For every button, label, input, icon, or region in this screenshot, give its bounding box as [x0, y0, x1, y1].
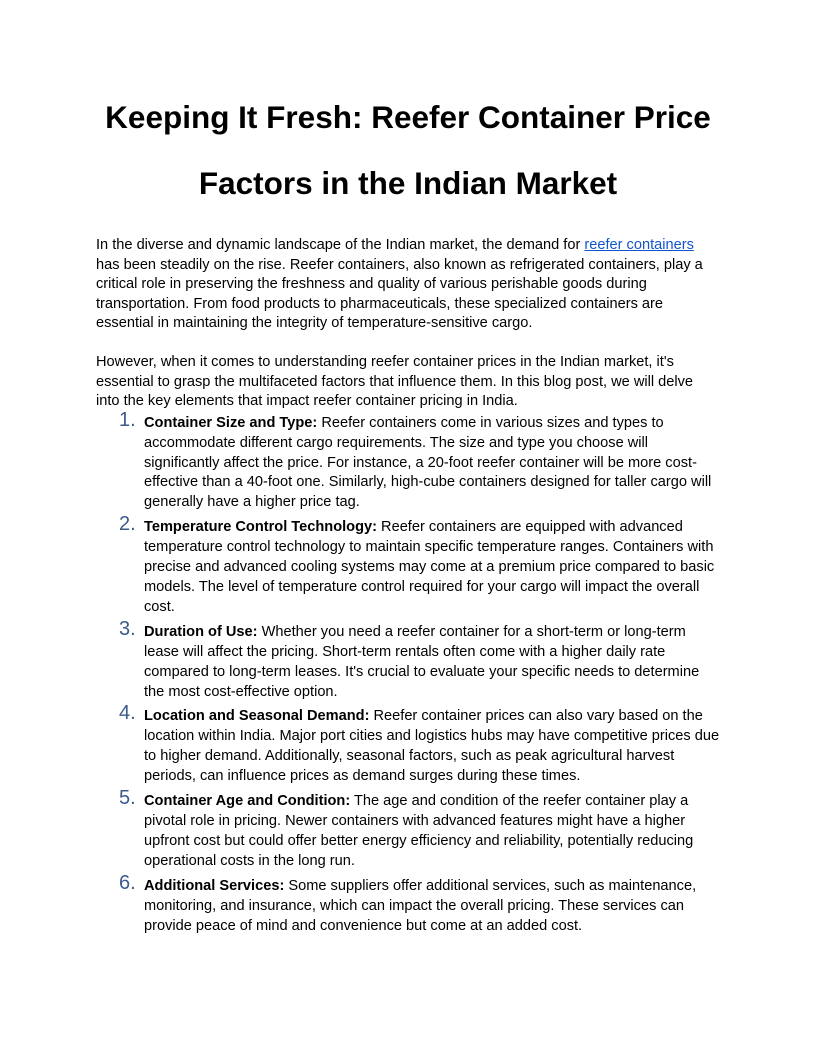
list-item-text: [144, 518, 720, 618]
list-item-body: Reefer container prices can also vary based on the location within India. Major port cities and logistics hubs may have competitive prices due to higher demand. Additionally, seasonal factors, such as peak agricultural harvest periods, can influence prices as demand surges during these times.: [144, 708, 720, 785]
list-item-text: [144, 707, 720, 787]
list-number: 6.: [119, 871, 136, 894]
list-item-body: Some suppliers offer additional services, such as maintenance, monitoring, and insurance, which can impact the overall pricing. These services can provide peace of mind and convenience but come at an added cost.: [144, 877, 697, 934]
intro-paragraph: [96, 236, 720, 334]
list-item-body: Reefer containers come in various sizes and types to accommodate different cargo requirements. The size and type you choose will significantly affect the price. For instance, a 20-foot reefer container will be more cost-effective than a 40-foot one. Similarly, high-cube containers designed for taller cargo will generally have a higher price tag.: [144, 414, 712, 511]
reefer-containers-link[interactable]: reefer containers: [584, 237, 694, 253]
list-item-heading: Container Size and Type:: [144, 414, 318, 431]
list-item-body: Reefer containers are equipped with advanced temperature control technology to maintain specific temperature ranges. Containers with precise and advanced cooling systems may come at a premium price compared to basic models. The level of temperature control required for your cargo will impact the overall cost.: [144, 519, 715, 615]
list-number: 4.: [119, 702, 136, 725]
list-item: [96, 871, 720, 937]
list-number: 3.: [119, 617, 136, 640]
list-item-heading: Container Age and Condition:: [144, 793, 351, 810]
list-item-body: The age and condition of the reefer container play a pivotal role in pricing. Newer containers with advanced features might have a higher upfront cost but could offer better energy efficiency and reliability, potentially reducing operational costs in the long run.: [144, 793, 694, 869]
list-item-text: [144, 623, 720, 703]
list-item-text: [144, 792, 720, 872]
list-item: [96, 702, 720, 787]
list-item: [96, 617, 720, 703]
list-item-heading: Temperature Control Technology:: [144, 519, 377, 536]
list-item: [96, 408, 720, 514]
page-title: [96, 84, 720, 216]
document-page: [96, 84, 720, 941]
list-number: 2.: [119, 513, 136, 536]
list-item-heading: Location and Seasonal Demand:: [144, 708, 370, 725]
list-item: [96, 513, 720, 618]
title-line-2: Factors in the Indian Market: [198, 165, 618, 201]
list-number: 1.: [119, 408, 136, 431]
title-line-1: Keeping It Fresh: Reefer Container Price: [105, 99, 711, 135]
intro-text-before-link: In the diverse and dynamic landscape of the Indian market, the demand for: [96, 237, 585, 253]
second-paragraph: However, when it comes to understanding reefer container prices in the Indian market, it's essential to grasp the multifaceted factors that influence them. In this blog post, we will delve into the key elements that impact reefer container pricing in India.: [96, 353, 694, 410]
intro-text-after-link: has been steadily on the rise. Reefer containers, also known as refrigerated containers, play a critical role in preserving the freshness and quality of various perishable goods during transportation. From food products to pharmaceuticals, these specialized containers are essential in maintaining the integrity of temperature-sensitive cargo.: [96, 256, 703, 332]
list-item-body: Whether you need a reefer container for a short-term or long-term lease will affect the pricing. Short-term rentals often come with a higher daily rate compared to long-term leases. It's crucial to evaluate your specific needs to determine the most cost-effective option.: [144, 623, 700, 700]
list-item-text: [144, 877, 720, 937]
list-item-heading: Additional Services:: [144, 877, 285, 894]
list-item-heading: Duration of Use:: [144, 623, 258, 640]
factors-list: [96, 408, 720, 937]
list-item-text: [144, 414, 720, 514]
list-number: 5.: [119, 787, 136, 810]
list-item: [96, 787, 720, 872]
